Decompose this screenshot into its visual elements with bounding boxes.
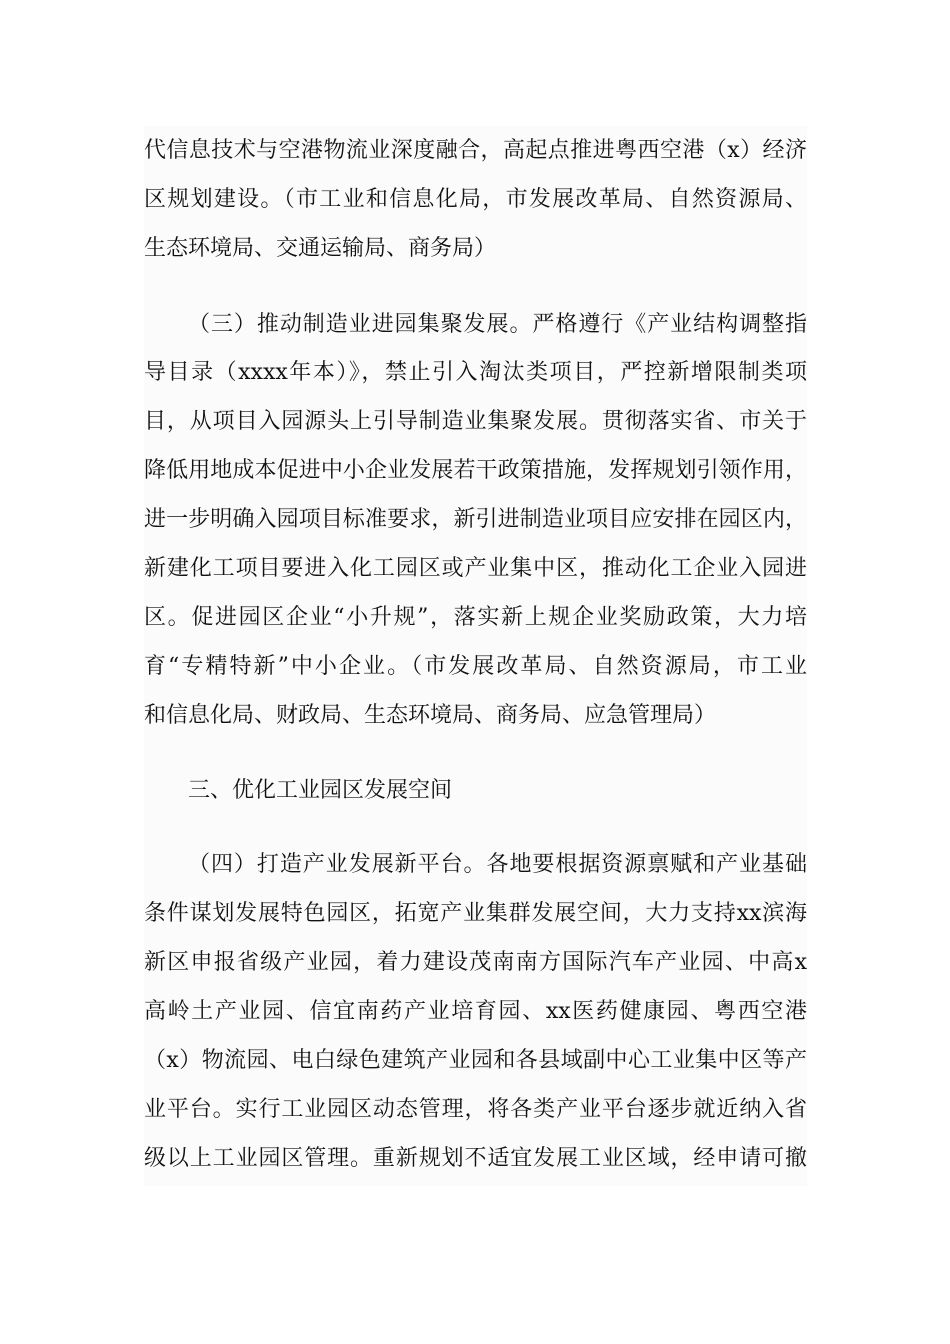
paragraph-4-line-2: 条件谋划发展特色园区，拓宽产业集群发展空间，大力支持xx滨海	[144, 901, 807, 926]
paragraph-4-line-3: 新区申报省级产业园，着力建设茂南南方国际汽车产业园、中高x	[144, 950, 807, 975]
section-heading: 三、优化工业园区发展空间	[188, 778, 453, 803]
paragraph-1-line-1: 代信息技术与空港物流业深度融合，高起点推进粤西空港（x）经济	[144, 138, 807, 163]
paragraph-2-line-8: 育“专精特新”中小企业。（市发展改革局、自然资源局，市工业	[144, 654, 807, 679]
paragraph-4-line-6: 业平台。实行工业园区动态管理，将各类产业平台逐步就近纳入省	[144, 1097, 807, 1122]
paragraph-2-line-7: 区。促进园区企业“小升规”，落实新上规企业奖励政策，大力培	[144, 605, 807, 630]
paragraph-2-line-6: 新建化工项目要进入化工园区或产业集中区，推动化工企业入园进	[144, 556, 807, 581]
paragraph-1-line-2: 区规划建设。（市工业和信息化局，市发展改革局、自然资源局、	[144, 187, 807, 212]
paragraph-2-line-4: 降低用地成本促进中小企业发展若干政策措施，发挥规划引领作用，	[144, 458, 807, 483]
paragraph-2-line-5: 进一步明确入园项目标准要求，新引进制造业项目应安排在园区内，	[144, 507, 807, 532]
paragraph-4-line-7: 级以上工业园区管理。重新规划不适宜发展工业区域，经申请可撤	[144, 1146, 807, 1171]
paragraph-2-line-3: 目，从项目入园源头上引导制造业集聚发展。贯彻落实省、市关于	[144, 409, 807, 434]
paragraph-4-line-4: 高岭土产业园、信宜南药产业培育园、xx医药健康园、粤西空港	[144, 999, 807, 1024]
paragraph-4-line-1: （四）打造产业发展新平台。各地要根据资源禀赋和产业基础	[188, 852, 807, 877]
document-body	[144, 126, 807, 1186]
paragraph-1-line-3: 生态环境局、交通运输局、商务局）	[144, 236, 497, 261]
paragraph-4-line-5: （x）物流园、电白绿色建筑产业园和各县域副中心工业集中区等产	[144, 1048, 807, 1073]
paragraph-2-line-9: 和信息化局、财政局、生态环境局、商务局、应急管理局）	[144, 703, 717, 728]
paragraph-2-line-2: 导目录（xxxx年本）》，禁止引入淘汰类项目，严控新增限制类项	[144, 360, 807, 385]
paragraph-2-line-1: （三）推动制造业进园集聚发展。严格遵行《产业结构调整指	[188, 312, 807, 337]
